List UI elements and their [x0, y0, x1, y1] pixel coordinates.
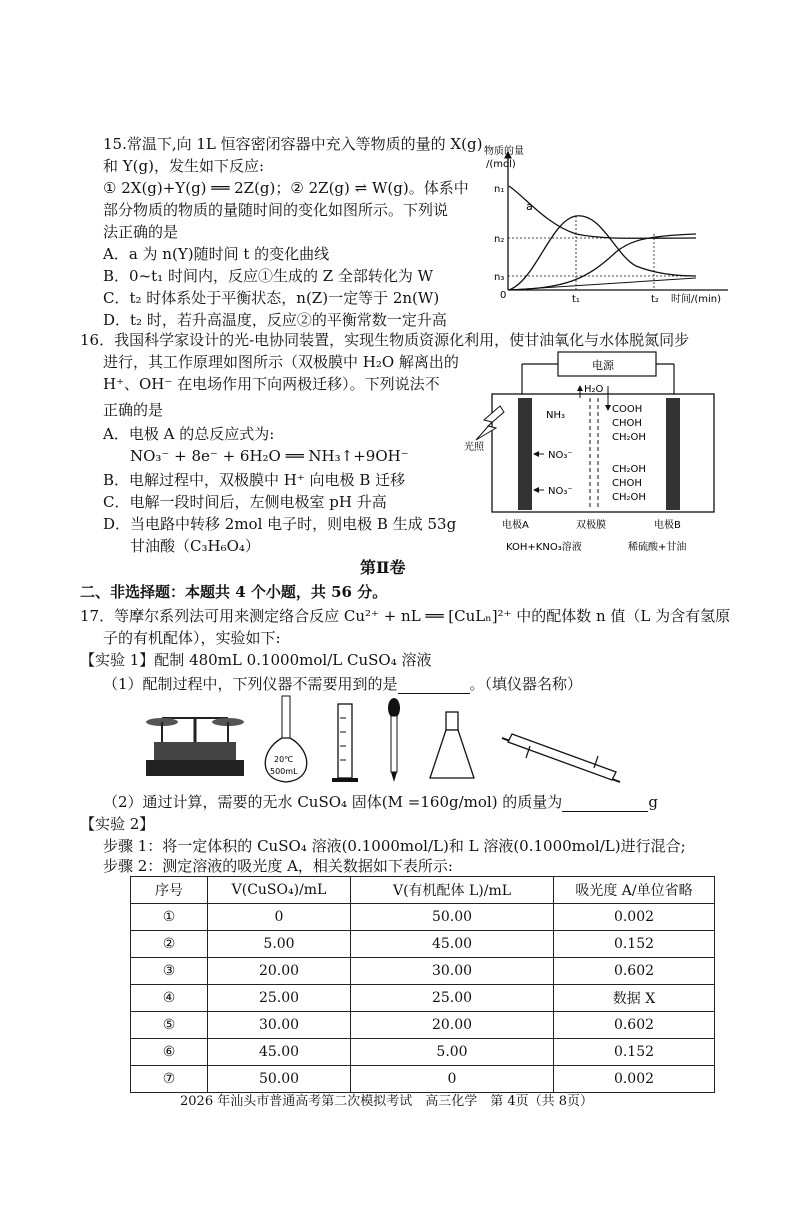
- glycerol-ch2oh-2: CH₂OH: [612, 492, 646, 503]
- right-solution-label: 稀硫酸+甘油: [628, 542, 687, 553]
- table-row: [131, 958, 715, 985]
- q16-option-b: B．电解过程中，双极膜中 H⁺ 向电极 B 迁移: [103, 471, 406, 489]
- y-axis-unit: /(mol): [486, 159, 516, 170]
- q17-part2-unit: g: [648, 793, 658, 811]
- ch2oh-label: CH₂OH: [612, 432, 646, 443]
- light-label: 光照: [464, 442, 484, 453]
- cell-ligand: 0: [351, 1066, 554, 1093]
- flask-label-temp: 20℃: [274, 755, 294, 764]
- experiment-2-step2: 步骤 2：测定溶液的吸光度 A，相关数据如下表所示:: [103, 857, 453, 875]
- q15-amount-time-graph: [466, 140, 736, 310]
- cell-absorbance: 0.602: [554, 958, 715, 985]
- q15-stem-line1: 15.常温下,向 1L 恒容密闭容器中充入等物质的量的 X(g): [103, 135, 483, 153]
- power-source-label: 电源: [592, 359, 614, 372]
- experiment-2-step1: 步骤 1：将一定体积的 CuSO₄ 溶液(0.1000mol/L)和 L 溶液(0.1000mol/L)进行混合;: [103, 837, 686, 855]
- answer-blank-2[interactable]: [562, 797, 648, 812]
- cell-ligand: 30.00: [351, 958, 554, 985]
- x-axis-label: 时间/(min): [671, 294, 722, 305]
- q17-part1: [103, 674, 582, 694]
- cell-index: ②: [131, 931, 208, 958]
- nh3-label: NH₃: [546, 410, 566, 421]
- cell-cuso4: 25.00: [208, 985, 351, 1012]
- q16-option-d-line1: D．当电路中转移 2mol 电子时，则电极 B 生成 53g: [103, 515, 457, 533]
- cell-ligand: 45.00: [351, 931, 554, 958]
- cell-ligand: 50.00: [351, 904, 554, 931]
- electrode-b: [666, 398, 680, 510]
- q16-stem-line3: H⁺、OH⁻ 在电场作用下向两极迁移）。下列说法不: [103, 375, 440, 393]
- nitrate-label-1: NO₃⁻: [548, 450, 573, 461]
- q16-option-d-line2: 甘油酸（C₃H₆O₄）: [130, 537, 260, 555]
- curve-z: [509, 216, 696, 290]
- q17-part1-text: （1）配制过程中，下列仪器不需要用到的是: [103, 675, 398, 693]
- q17-part2-text: （2）通过计算，需要的无水 CuSO₄ 固体(M =160g/mol) 的质量为: [103, 793, 563, 811]
- glycerol-ch2oh-1: CH₂OH: [612, 464, 646, 475]
- lab-instruments: [140, 694, 640, 790]
- cell-cuso4: 30.00: [208, 1012, 351, 1039]
- volumetric-flask-icon: [265, 696, 307, 782]
- answer-blank-1[interactable]: [398, 679, 470, 694]
- header-ligand-volume: V(有机配体 L)/mL: [351, 877, 554, 904]
- condenser-icon: [502, 734, 620, 782]
- table-row: [131, 904, 715, 931]
- cell-absorbance: 0.002: [554, 904, 715, 931]
- table-row: [131, 985, 715, 1012]
- experiment-1-heading: 【实验 1】配制 480mL 0.1000mol/L CuSO₄ 溶液: [80, 651, 432, 669]
- q17-part1-tail: 。（填仪器名称）: [469, 675, 583, 693]
- q15-stem-line5: 法正确的是: [103, 223, 179, 241]
- q15-stem-line3: ① 2X(g)+Y(g) ══ 2Z(g)；② 2Z(g) ⇌ W(g)。体系中: [103, 179, 469, 197]
- q17-part2: [103, 792, 658, 812]
- q16-stem-line2: 进行，其工作原理如图所示（双极膜中 H₂O 解离出的: [103, 353, 459, 371]
- q16-option-a-equation: NO₃⁻ + 8e⁻ + 6H₂O ══ NH₃↑+9OH⁻: [130, 447, 409, 465]
- balance-icon: [146, 718, 244, 776]
- conical-flask-icon: [430, 712, 474, 778]
- q15-option-d: D．t₂ 时，若升高温度，反应②的平衡常数一定升高: [103, 311, 447, 329]
- q16-option-a: A．电极 A 的总反应式为:: [103, 425, 275, 443]
- cell-absorbance: 数据 X: [554, 985, 715, 1012]
- q15-option-a: A．a 为 n(Y)随时间 t 的变化曲线: [103, 245, 330, 263]
- electrode-b-label: 电极B: [654, 520, 681, 531]
- n3-tick-label: n₃: [494, 272, 505, 283]
- cell-absorbance: 0.152: [554, 1039, 715, 1066]
- q17-stem-line1: 17．等摩尔系列法可用来测定络合反应 Cu²⁺ + nL ══ [CuLₙ]²⁺ 中的配体数 n 值（L 为含有氢原: [80, 607, 731, 625]
- table-row: [131, 1012, 715, 1039]
- h2o-label: H₂O: [584, 384, 604, 395]
- q15-option-b: B．0~t₁ 时间内，反应①生成的 Z 全部转化为 W: [103, 267, 434, 285]
- cell-index: ④: [131, 985, 208, 1012]
- flask-label-volume: 500mL: [270, 767, 298, 776]
- cell-absorbance: 0.002: [554, 1066, 715, 1093]
- n1-tick-label: n₁: [494, 184, 505, 195]
- experiment-2-heading: 【实验 2】: [80, 815, 155, 833]
- choh-label: CHOH: [612, 418, 642, 429]
- header-absorbance: 吸光度 A/单位省略: [554, 877, 715, 904]
- page-footer: 2026 年汕头市普通高考第二次模拟考试 高三化学 第 4页（共 8页）: [180, 1094, 594, 1109]
- cell-index: ⑥: [131, 1039, 208, 1066]
- cell-cuso4: 0: [208, 904, 351, 931]
- absorbance-table: [130, 876, 715, 1093]
- cell-cuso4: 50.00: [208, 1066, 351, 1093]
- curve-a-label: a: [526, 200, 533, 213]
- electrode-a-label: 电极A: [502, 520, 529, 531]
- cooh-label: COOH: [612, 404, 643, 415]
- section-heading: 二、非选择题：本题共 4 个小题，共 56 分。: [80, 583, 388, 601]
- cell-ligand: 20.00: [351, 1012, 554, 1039]
- dropper-icon: [388, 698, 400, 782]
- header-index: 序号: [131, 877, 208, 904]
- membrane-label: 双极膜: [576, 520, 606, 531]
- n2-tick-label: n₂: [494, 234, 505, 245]
- left-solution-label: KOH+KNO₃溶液: [506, 542, 582, 553]
- cell-cuso4: 20.00: [208, 958, 351, 985]
- table-row: [131, 1039, 715, 1066]
- electrode-a: [518, 398, 532, 510]
- cell-index: ⑤: [131, 1012, 208, 1039]
- glycerol-choh: CHOH: [612, 478, 642, 489]
- cell-ligand: 25.00: [351, 985, 554, 1012]
- cell-cuso4: 45.00: [208, 1039, 351, 1066]
- cell-ligand: 5.00: [351, 1039, 554, 1066]
- t2-tick-label: t₂: [651, 294, 659, 305]
- origin-label: 0: [500, 290, 507, 301]
- q17-stem-line2: 子的有机配体），实验如下:: [103, 629, 281, 647]
- q15-stem-line4: 部分物质的物质的量随时间的变化如图所示。下列说: [103, 201, 449, 219]
- table-row: [131, 1066, 715, 1093]
- q16-stem-line1: 16．我国科学家设计的光-电协同装置，实现生物质资源化利用，使甘油氧化与水体脱氮同步: [80, 331, 690, 349]
- q15-option-c: C．t₂ 时体系处于平衡状态，n(Z)一定等于 2n(W): [103, 289, 440, 307]
- cell-index: ⑦: [131, 1066, 208, 1093]
- header-cuso4-volume: V(CuSO₄)/mL: [208, 877, 351, 904]
- curve-low: [509, 278, 696, 290]
- cell-cuso4: 5.00: [208, 931, 351, 958]
- cell-index: ①: [131, 904, 208, 931]
- q15-stem-line2: 和 Y(g)，发生如下反应:: [103, 157, 265, 175]
- cell-index: ③: [131, 958, 208, 985]
- section-title: 第Ⅱ卷: [360, 558, 406, 577]
- y-axis-label: 物质的量: [484, 146, 524, 157]
- nitrate-label-2: NO₃⁻: [548, 486, 573, 497]
- curve-w: [509, 234, 696, 290]
- q16-electrolysis-diagram: [462, 350, 722, 560]
- cell-absorbance: 0.152: [554, 931, 715, 958]
- t1-tick-label: t₁: [572, 294, 580, 305]
- cell-absorbance: 0.602: [554, 1012, 715, 1039]
- graduated-cylinder-icon: [332, 704, 358, 782]
- q16-stem-line4: 正确的是: [103, 401, 164, 419]
- q16-option-c: C．电解一段时间后，左侧电极室 pH 升高: [103, 493, 387, 511]
- table-row: [131, 931, 715, 958]
- table-header-row: [131, 877, 715, 904]
